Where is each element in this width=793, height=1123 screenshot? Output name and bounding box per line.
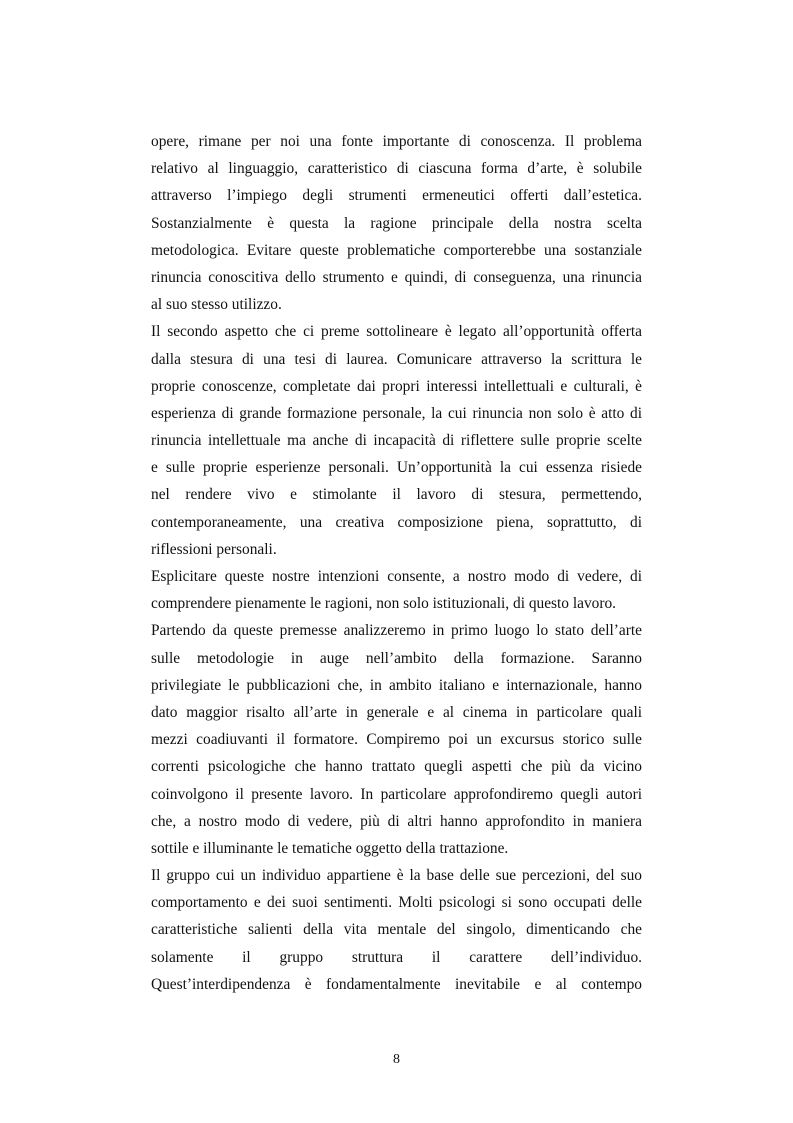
text-line: Partendo da queste premesse analizzeremo in primo luogo lo stato dell’arte xyxy=(151,622,642,640)
text-line: Il secondo aspetto che ci preme sottolineare è legato all’opportunità offerta xyxy=(151,323,642,341)
text-line: proprie conoscenze, completate dai propri interessi intellettuali e culturali, è xyxy=(151,377,642,395)
text-line: e sulle proprie esperienze personali. Un’opportunità la cui essenza risiede xyxy=(151,459,642,477)
text-line: Il gruppo cui un individuo appartiene è la base delle sue percezioni, del suo xyxy=(151,867,642,885)
text-line: metodologica. Evitare queste problematiche comporterebbe una sostanziale xyxy=(151,241,642,259)
text-line: dato maggior risalto all’arte in generale e al cinema in particolare quali xyxy=(151,703,642,721)
text-line: al suo stesso utilizzo. xyxy=(151,296,282,314)
text-line: coinvolgono il presente lavoro. In particolare approfondiremo quegli autori xyxy=(151,785,642,803)
text-line: sulle metodologie in auge nell’ambito della formazione. Saranno xyxy=(151,649,642,667)
text-line: correnti psicologiche che hanno trattato quegli aspetti che più da vicino xyxy=(151,758,642,776)
text-line: rinuncia intellettuale ma anche di incapacità di riflettere sulle proprie scelte xyxy=(151,432,642,450)
text-line: dalla stesura di una tesi di laurea. Comunicare attraverso la scrittura le xyxy=(151,350,642,368)
text-line: mezzi coadiuvanti il formatore. Compiremo poi un excursus storico sulle xyxy=(151,731,642,749)
page-number: 8 xyxy=(393,1052,400,1067)
text-line: caratteristiche salienti della vita mentale del singolo, dimenticando che xyxy=(151,921,642,939)
text-line: contemporaneamente, una creativa composizione piena, soprattutto, di xyxy=(151,513,642,531)
text-line: privilegiate le pubblicazioni che, in ambito italiano e internazionale, hanno xyxy=(151,676,642,694)
text-line: comprendere pienamente le ragioni, non solo istituzionali, di questo lavoro. xyxy=(151,595,617,613)
text-line: nel rendere vivo e stimolante il lavoro di stesura, permettendo, xyxy=(151,486,642,504)
text-line: riflessioni personali. xyxy=(151,540,277,558)
text-line: opere, rimane per noi una fonte importante di conoscenza. Il problema xyxy=(151,133,642,150)
text-line: esperienza di grande formazione personale, la cui rinuncia non solo è atto di xyxy=(151,404,642,422)
text-line: relativo al linguaggio, caratteristico di ciascuna forma d’arte, è solubile xyxy=(151,160,642,178)
text-line: sottile e illuminante le tematiche oggetto della trattazione. xyxy=(151,839,509,857)
text-line: attraverso l’impiego degli strumenti ermeneutici offerti dall’estetica. xyxy=(151,187,642,205)
text-line: Esplicitare queste nostre intenzioni consente, a nostro modo di vedere, di xyxy=(151,568,642,585)
text-line: che, a nostro modo di vedere, più di altri hanno approfondito in maniera xyxy=(151,812,642,830)
text-line: solamente il gruppo struttura il carattere dell’individuo. xyxy=(151,948,642,966)
text-line: comportamento e dei suoi sentimenti. Molti psicologi si sono occupati delle xyxy=(151,894,642,912)
text-line: rinuncia conoscitiva dello strumento e quindi, di conseguenza, una rinuncia xyxy=(151,268,642,286)
text-line: Quest’interdipendenza è fondamentalmente inevitabile e al contempo xyxy=(151,975,642,993)
text-line: Sostanzialmente è questa la ragione principale della nostra scelta xyxy=(151,214,642,232)
body-text xyxy=(151,128,642,998)
